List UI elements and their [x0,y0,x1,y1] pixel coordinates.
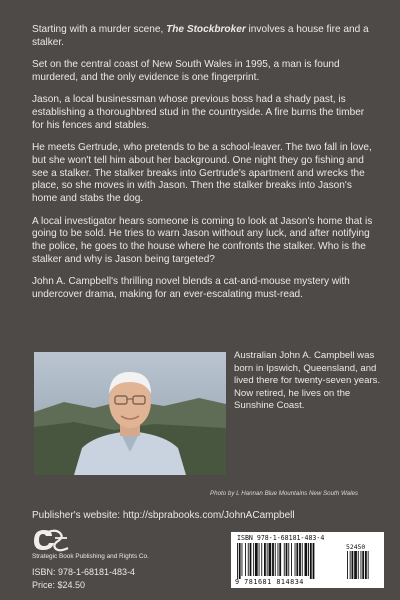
blurb-text: involves a house fire and a stalker. [32,24,369,48]
blurb-paragraph-5: A local investigator hears someone is coming to look at Jason's home that is going to be sold. He tries to warn Jason without any luck, and after notifying the police, he goes to the house where he confronts the stalker. Who is the stalker and why is Jason being targeted? [32,215,373,265]
back-cover-blurb [32,24,376,311]
photo-credit: Photo by L Hannan Blue Mountains New South Wales [210,490,359,497]
barcode-digits: 9 781681 814834 [235,578,304,586]
barcode-isbn-text: ISBN 978-1-68181-483-4 [237,534,325,542]
blurb-paragraph-2: Set on the central coast of New South Wales in 1995, a man is found murdered, and the only evidence is one fingerprint. [32,59,340,83]
author-photo [34,352,226,475]
publisher-name: Strategic Book Publishing and Rights Co. [32,553,149,560]
author-bio: Australian John A. Campbell was born in Ipswich, Queensland, and lived there for twenty-seven years. Now retired, he lives on the Sunshine Coast. [234,350,381,412]
price-line: Price: $24.50 [32,580,86,590]
blurb-text: Starting with a murder scene, [32,24,167,35]
publisher-website[interactable]: Publisher's website: http://sbprabooks.com/JohnACampbell [32,510,295,521]
isbn-line: ISBN: 978-1-68181-483-4 [32,567,136,577]
barcode-bars-icon [235,543,381,581]
barcode [231,532,384,588]
barcode-addon-text: 52450 [346,543,366,551]
blurb-paragraph-3: Jason, a local businessman whose previous boss had a shady past, is establishing a thoroughbred stud in the countryside. A fire burns the timber for his fences and stables. [32,94,365,131]
book-title: The Stockbroker [166,24,246,35]
blurb-paragraph-4: He meets Gertrude, who pretends to be a school-leaver. The two fall in love, but she won't tell him about her background. One night they go fishing and see a stalker. The stalker breaks into Gertrude's apartment and wrecks the place, so she moves in with Jason. Then the stalker breaks into Jason's home and stabs the dog. [32,142,372,205]
author-portrait-illustration [34,352,226,475]
blurb-paragraph-6: John A. Campbell's thrilling novel blends a cat-and-mouse mystery with undercover drama, making for an ever-escalating must-read. [32,276,350,301]
blurb-paragraph-1 [32,24,376,50]
publisher-logo-icon [30,527,72,553]
